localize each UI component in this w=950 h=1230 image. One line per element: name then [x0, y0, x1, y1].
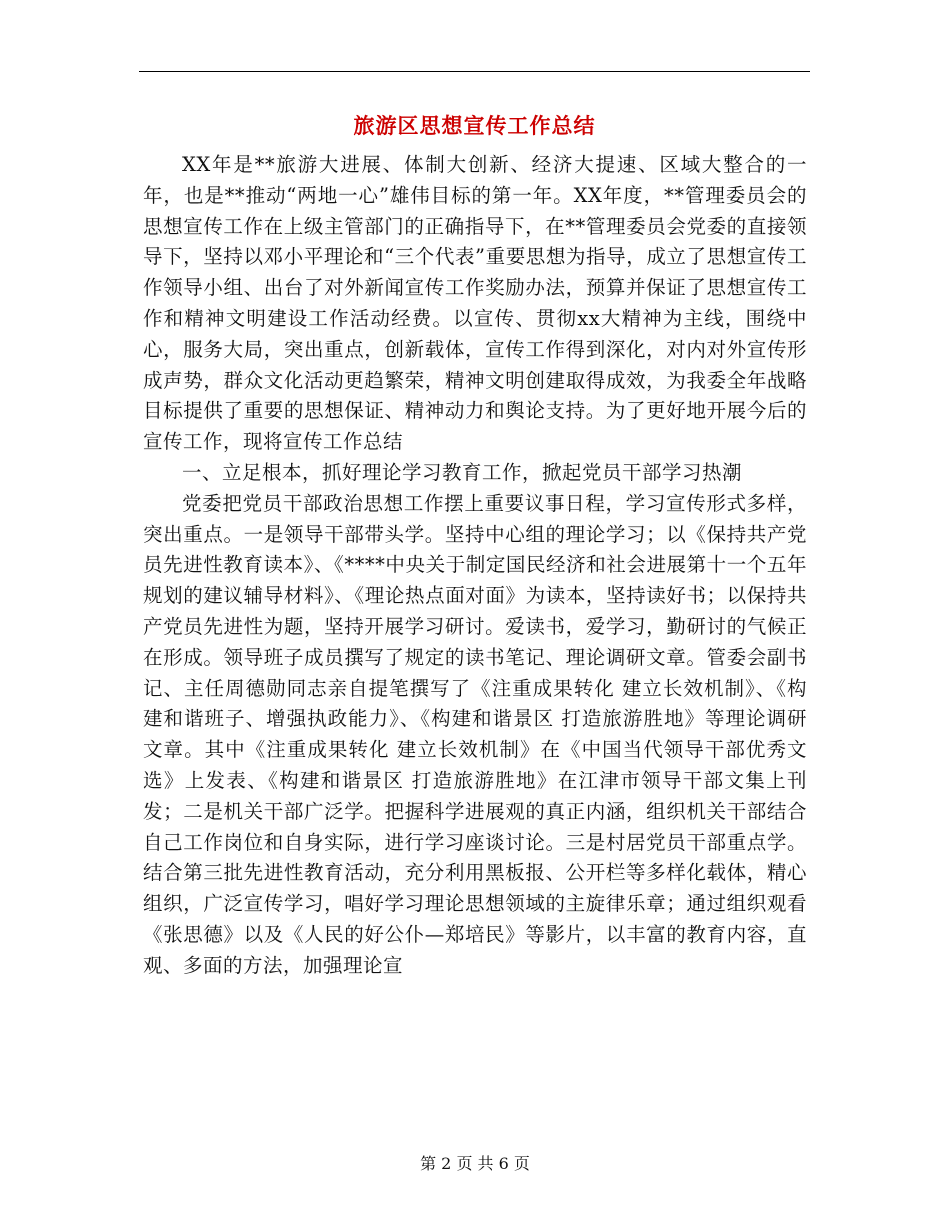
page-number-footer: 第 2 页 共 6 页	[420, 1154, 530, 1173]
intro-paragraph: XX年是**旅游大进展、体制大创新、经济大提速、区域大整合的一年，也是**推动“两地一心”雄伟目标的第一年。XX年度，**管理委员会的思想宣传工作在上级主管部门的正确指导下，在**管理委员会党委的直接领导下，坚持以邓小平理论和“三个代表”重要思想为指导，成立了思想宣传工作领导小组、出台了对外新闻宣传工作奖励办法，预算并保证了思想宣传工作和精神文明建设工作活动经费。以宣传、贯彻xx大精神为主线，围绕中心，服务大局，突出重点，创新载体，宣传工作得到深化，对内对外宣传形成声势，群众文化活动更趋繁荣，精神文明创建取得成效，为我委全年战略目标提供了重要的思想保证、精神动力和舆论支持。为了更好地开展今后的宣传工作，现将宣传工作总结	[143, 153, 807, 454]
document-body	[143, 150, 807, 982]
header-rule	[139, 71, 810, 72]
section-heading-1: 一、立足根本，抓好理论学习教育工作，掀起党员干部学习热潮	[182, 460, 743, 484]
section-1-paragraph: 党委把党员干部政治思想工作摆上重要议事日程，学习宣传形式多样，突出重点。一是领导干部带头学。坚持中心组的理论学习；以《保持共产党员先进性教育读本》、《****中央关于制定国民经济和社会进展第十一个五年规划的建议辅导材料》、《理论热点面对面》为读本，坚持读好书；以保持共产党员先进性为题，坚持开展学习研讨。爱读书，爱学习，勤研讨的气候正在形成。领导班子成员撰写了规定的读书笔记、理论调研文章。管委会副书记、主任周德勋同志亲自提笔撰写了《注重成果转化 建立长效机制》、《构建和谐班子、增强执政能力》、《构建和谐景区 打造旅游胜地》等理论调研文章。其中《注重成果转化 建立长效机制》在《中国当代领导干部优秀文选》上发表、《构建和谐景区 打造旅游胜地》在江津市领导干部文集上刊发；二是机关干部广泛学。把握科学进展观的真正内涵，组织机关干部结合自己工作岗位和自身实际，进行学习座谈讨论。三是村居党员干部重点学。结合第三批先进性教育活动，充分利用黑板报、公开栏等多样化载体，精心组织，广泛宣传学习，唱好学习理论思想领域的主旋律乐章；通过组织观看《张思德》以及《人民的好公仆—郑培民》等影片，以丰富的教育内容，直观、多面的方法，加强理论宣	[143, 491, 807, 977]
document-title: 旅游区思想宣传工作总结	[353, 113, 596, 138]
